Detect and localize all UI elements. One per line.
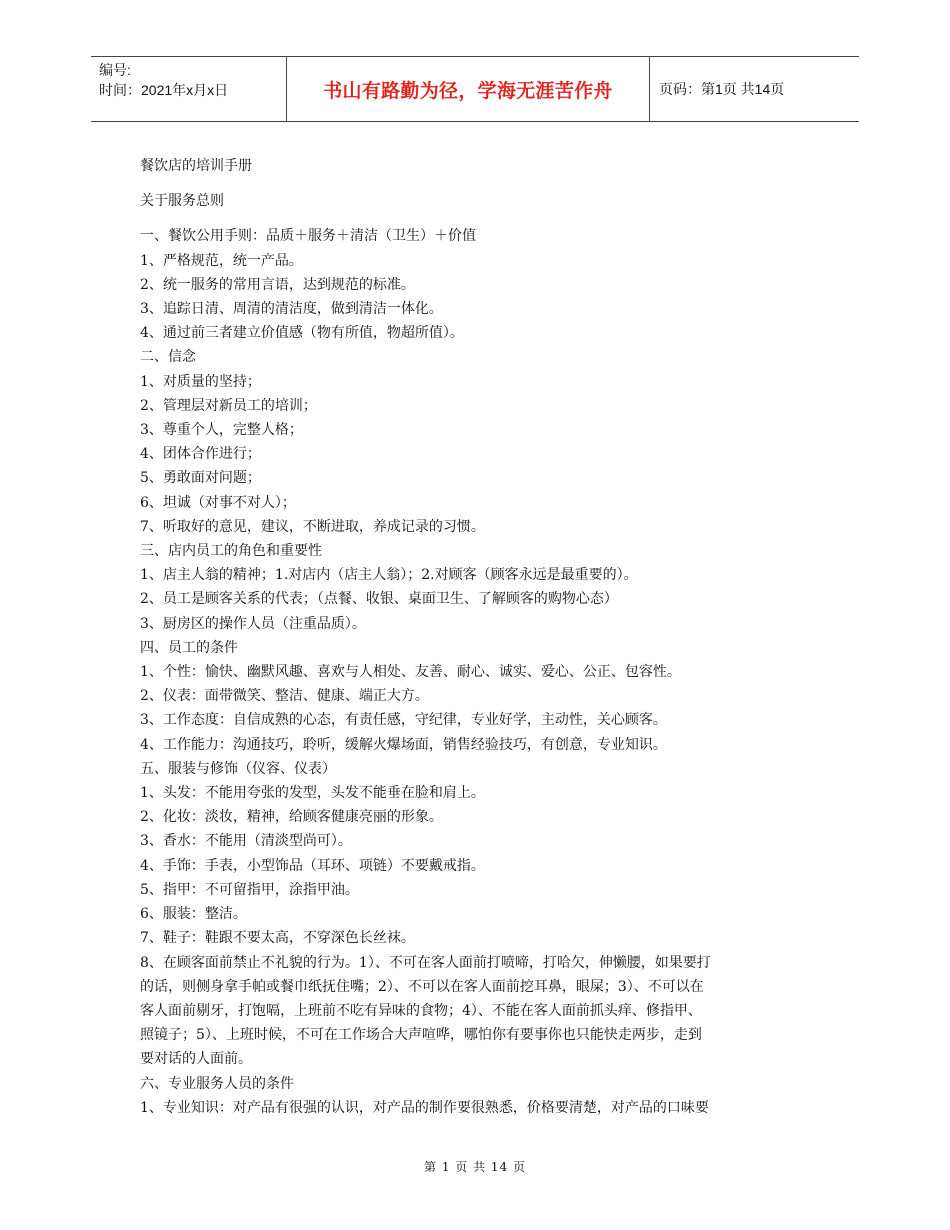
doc-line: 4、通过前三者建立价值感（物有所值，物超所值）。 (140, 325, 464, 342)
doc-line: 1、店主人翁的精神；1.对店内（店主人翁）；2.对顾客（顾客永远是最重要的）。 (140, 567, 638, 584)
doc-line: 3、厨房区的操作人员（注重品质）。 (140, 615, 366, 632)
doc-line: 六、专业服务人员的条件 (140, 1075, 294, 1092)
doc-line: 三、店内员工的角色和重要性 (140, 543, 322, 560)
doc-line: 1、对质量的坚持； (140, 373, 261, 390)
document-body (140, 154, 820, 1120)
doc-line: 2、管理层对新员工的培训； (140, 397, 317, 414)
doc-line: 5、勇敢面对问题； (140, 470, 261, 487)
doc-line: 2、仪表：面带微笑、整洁、健康、端正大方。 (140, 688, 429, 705)
header-motto: 书山有路勤为径，学海无涯苦作舟 (323, 79, 613, 102)
header-motto-cell (286, 57, 650, 121)
doc-line: 五、服装与修饰（仪容、仪表） (140, 760, 336, 777)
doc-line: 7、听取好的意见，建议，不断进取，养成记录的习惯。 (140, 518, 485, 535)
doc-line: 1、头发：不能用夸张的发型，头发不能垂在脸和肩上。 (140, 785, 485, 802)
doc-tail-lines (140, 1072, 820, 1120)
doc-line: 2、化妆：淡妆，精神，给顾客健康亮丽的形象。 (140, 809, 443, 826)
doc-paragraph-line: 的话，则侧身拿手帕或餐巾纸抚住嘴；2）、不可以在客人面前挖耳鼻，眼屎；3）、不可以在 (140, 978, 704, 995)
doc-line: 3、追踪日清、周清的清洁度，做到清洁一体化。 (140, 301, 443, 318)
doc-line: 二、信念 (140, 349, 196, 366)
header-page-label: 页码：第1页 共14页 (659, 81, 785, 97)
doc-line: 3、尊重个人，完整人格； (140, 422, 303, 439)
doc-line: 4、工作能力：沟通技巧，聆听，缓解火爆场面，销售经验技巧，有创意，专业知识。 (140, 736, 667, 753)
doc-line: 6、坦诚（对事不对人）； (140, 494, 296, 511)
header-number-label: 编号: (99, 62, 131, 78)
doc-line: 四、员工的条件 (140, 639, 238, 656)
doc-line: 3、工作态度：自信成熟的心态，有责任感，守纪律，专业好学，主动性，关心顾客。 (140, 712, 667, 729)
doc-paragraph-line: 照镜子；5）、上班时候，不可在工作场合大声喧哗，哪怕你有要事你也只能快走两步，走到 (140, 1027, 702, 1044)
doc-line: 5、指甲：不可留指甲，涂指甲油。 (140, 881, 359, 898)
doc-line: 4、手饰：手表，小型饰品（耳环、项链）不要戴戒指。 (140, 857, 485, 874)
doc-title: 餐饮店的培训手册 (140, 158, 252, 174)
doc-line: 4、团体合作进行； (140, 446, 261, 463)
doc-paragraph-8 (140, 951, 820, 1072)
header-meta (91, 57, 286, 121)
doc-paragraph-line: 要对话的人面前。 (140, 1051, 252, 1068)
doc-lines (140, 224, 820, 950)
page-footer: 第 1 页 共 14 页 (424, 1160, 526, 1174)
doc-subtitle: 关于服务总则 (140, 193, 224, 210)
doc-line: 1、个性：愉快、幽默风趣、喜欢与人相处、友善、耐心、诚实、爱心、公正、包容性。 (140, 664, 681, 681)
doc-line: 1、专业知识：对产品有很强的认识，对产品的制作要很熟悉，价格要清楚，对产品的口味要 (140, 1099, 709, 1116)
doc-line: 一、餐饮公用手则：品质＋服务＋清洁（卫生）＋价值 (140, 228, 476, 245)
doc-line: 2、员工是顾客关系的代表；（点餐、收银、桌面卫生、了解顾客的购物心态） (140, 591, 618, 608)
doc-line: 3、香水：不能用（清淡型尚可）。 (140, 833, 352, 850)
header-page-cell (650, 57, 859, 121)
doc-line: 7、鞋子：鞋跟不要太高，不穿深色长丝袜。 (140, 930, 415, 947)
header-date-label: 时间：2021年x月x日 (99, 82, 229, 98)
doc-line: 2、统一服务的常用言语，达到规范的标准。 (140, 276, 415, 293)
doc-paragraph-line: 8、在顾客面前禁止不礼貌的行为。1）、不可在客人面前打喷啼，打哈欠，伸懒腰，如果要打 (140, 954, 711, 971)
doc-paragraph-line: 客人面前剔牙，打饱嗝，上班前不吃有异味的食物；4）、不能在客人面前抓头痒、修指甲、 (140, 1002, 702, 1019)
doc-line: 6、服装：整洁。 (140, 906, 247, 923)
document-header (91, 56, 859, 122)
doc-line: 1、严格规范，统一产品。 (140, 252, 303, 269)
